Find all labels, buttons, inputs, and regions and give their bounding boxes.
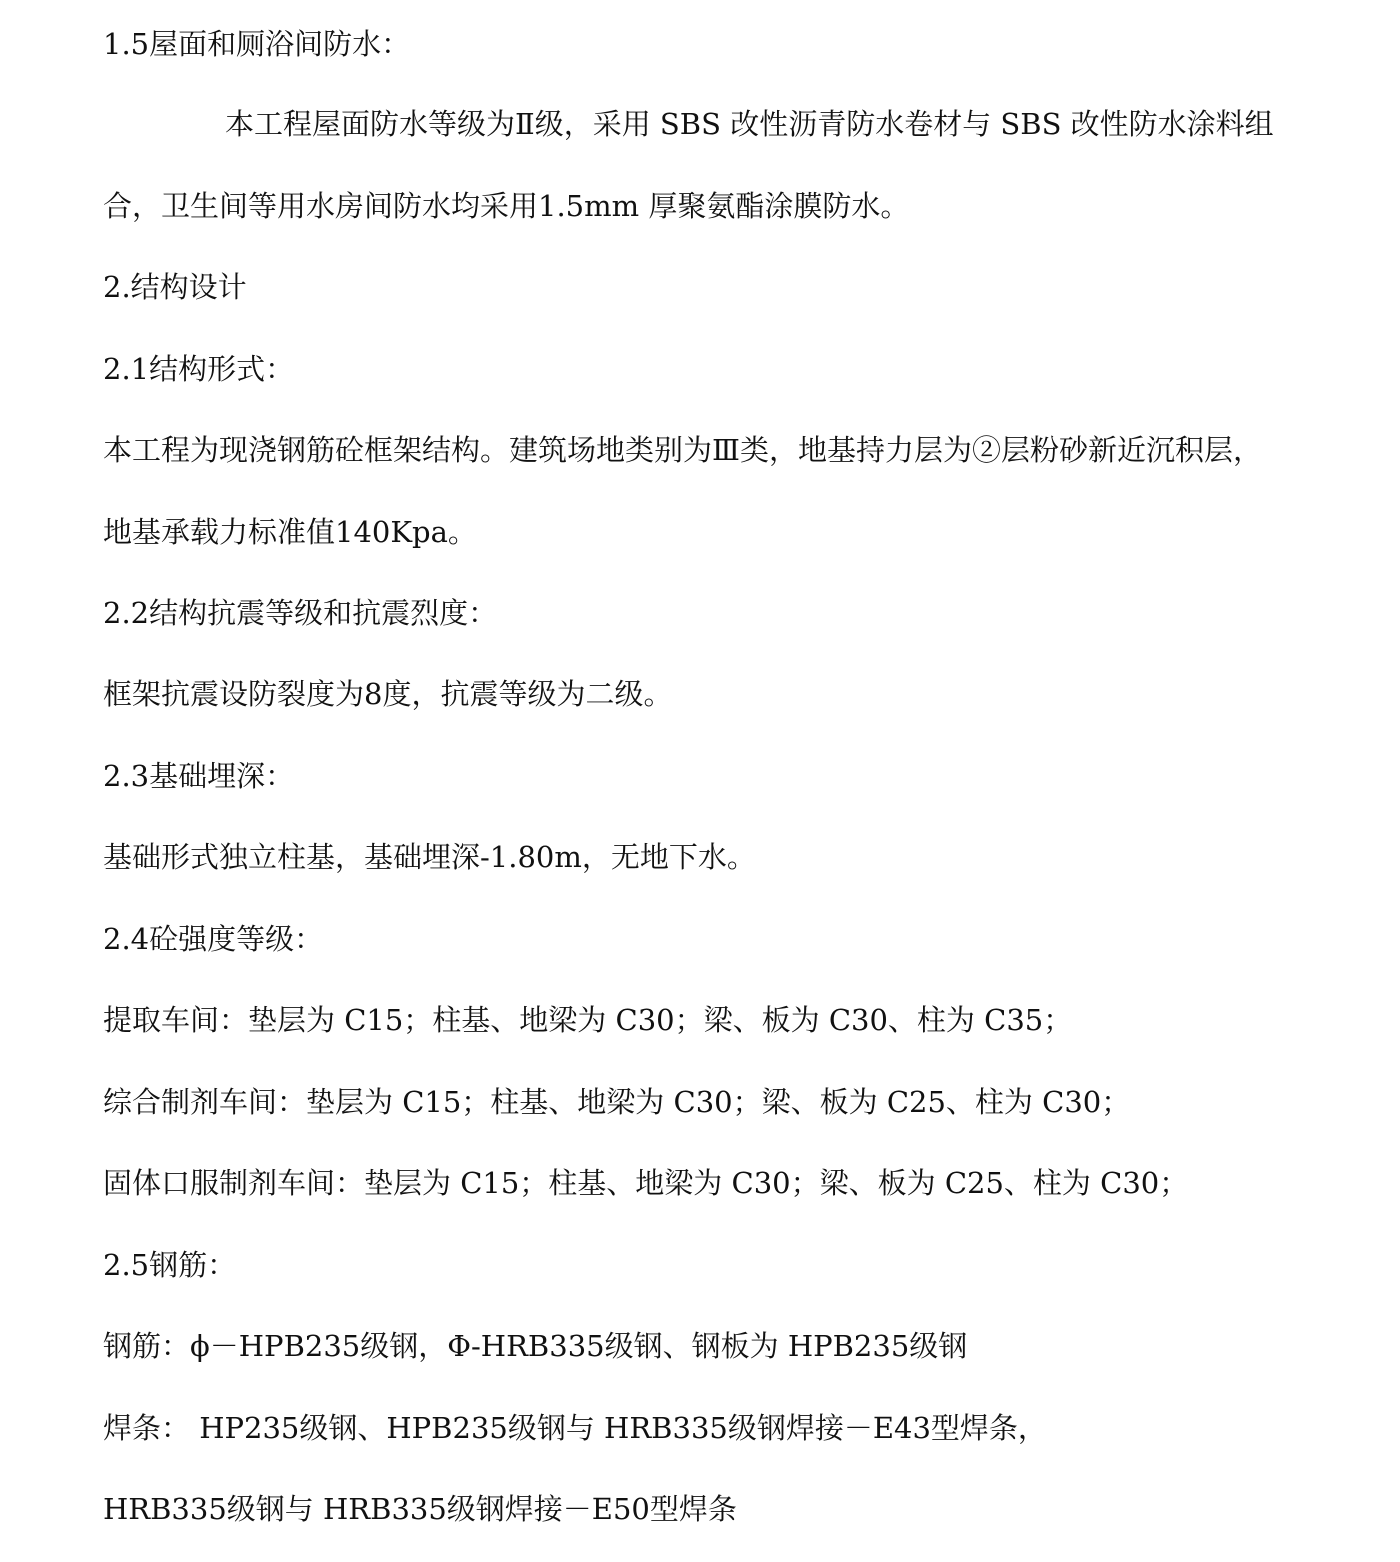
paragraph-line: 综合制剂车间：垫层为 C15；柱基、地梁为 C30；梁、板为 C25、柱为 C30； [103, 1085, 1131, 1119]
paragraph-line: 基础形式独立柱基，基础埋深-1.80m，无地下水。 [103, 840, 756, 874]
paragraph-line: 本工程为现浇钢筋砼框架结构。建筑场地类别为Ⅲ类，地基持力层为②层粉砂新近沉积层， [103, 433, 1262, 467]
paragraph-line: 提取车间：垫层为 C15；柱基、地梁为 C30；梁、板为 C30、柱为 C35； [103, 1003, 1073, 1037]
heading-seismic-grade: 2.2结构抗震等级和抗震烈度： [103, 596, 498, 630]
paragraph-line: 合，卫生间等用水房间防水均采用1.5mm 厚聚氨酯涂膜防水。 [103, 189, 910, 223]
heading-structural-design: 2.结构设计 [103, 270, 247, 304]
paragraph-line: 框架抗震设防裂度为8度，抗震等级为二级。 [103, 677, 673, 711]
heading-rebar: 2.5钢筋： [103, 1248, 237, 1282]
paragraph-line: 本工程屋面防水等级为Ⅱ级，采用 SBS 改性沥青防水卷材与 SBS 改性防水涂料组 [225, 107, 1274, 141]
paragraph-line: 钢筋：ϕ－HPB235级钢，Φ-HRB335级钢、钢板为 HPB235级钢 [103, 1329, 968, 1363]
heading-foundation-depth: 2.3基础埋深： [103, 759, 295, 793]
paragraph-line: 地基承载力标准值140Kpa。 [103, 515, 477, 549]
heading-roof-waterproofing: 1.5屋面和厕浴间防水： [103, 27, 411, 61]
heading-structure-form: 2.1结构形式： [103, 352, 295, 386]
paragraph-line: HRB335级钢与 HRB335级钢焊接－E50型焊条 [103, 1492, 737, 1526]
heading-concrete-grade: 2.4砼强度等级： [103, 922, 324, 956]
paragraph-line: 固体口服制剂车间：垫层为 C15；柱基、地梁为 C30；梁、板为 C25、柱为 C30； [103, 1166, 1189, 1200]
paragraph-line: 焊条： HP235级钢、HPB235级钢与 HRB335级钢焊接－E43型焊条， [103, 1411, 1047, 1445]
